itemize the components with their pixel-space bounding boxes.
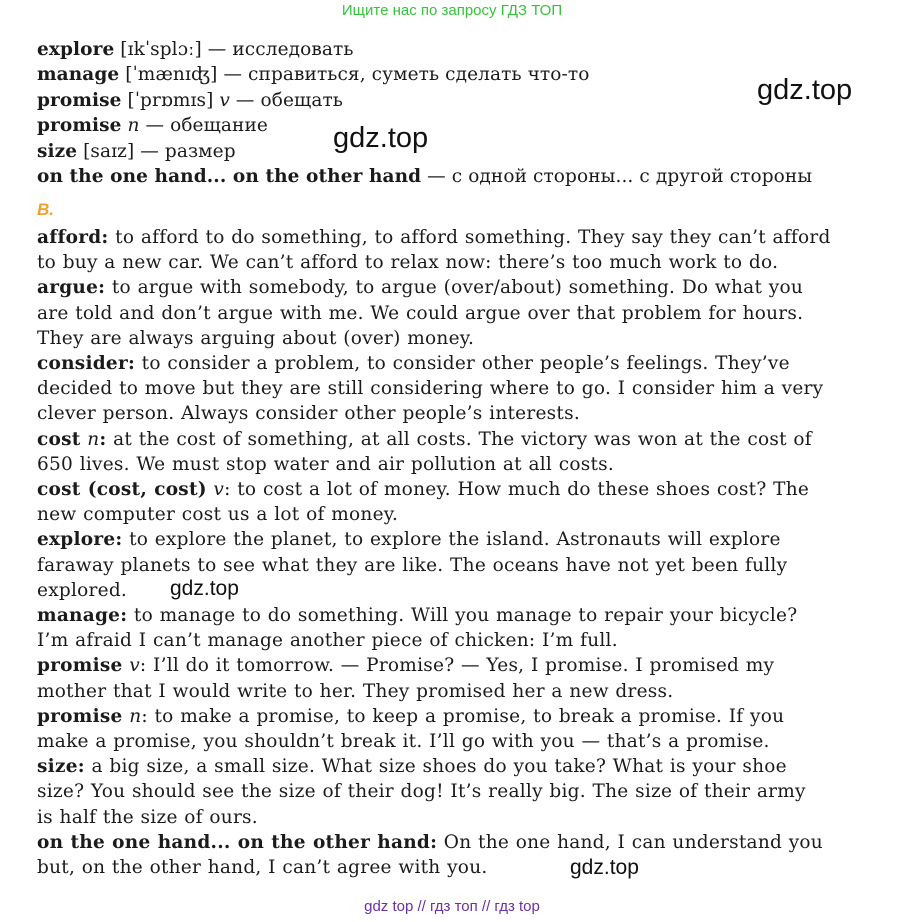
- text-line: [37, 855, 881, 880]
- text-run: to buy a new car. We can’t afford to relax now: there’s too much work to do.: [37, 252, 779, 274]
- text-run: new computer cost us a lot of money.: [37, 504, 399, 526]
- text-line: [37, 527, 881, 552]
- text-run: is half the size of ours.: [37, 806, 258, 828]
- text-line: [37, 401, 881, 426]
- text-line: [37, 477, 881, 502]
- text-line: [37, 830, 881, 855]
- text-run: faraway planets to see what they are like. The oceans have not yet been fully: [37, 554, 788, 576]
- watermark: gdz.top: [570, 856, 639, 879]
- text-run: size? You should see the size of their dog! It’s really big. The size of their army: [37, 781, 806, 803]
- text-run: make a promise, you shouldn’t break it. I’ll go with you — that’s a promise.: [37, 731, 770, 753]
- part-of-speech: n: [87, 428, 100, 450]
- bottom-banner: gdz top // гдз топ // гдз top: [364, 898, 540, 915]
- vocabulary-list: [37, 37, 897, 189]
- text-run: [ɪkˈsplɔː] — исследовать: [114, 39, 354, 60]
- text-line: [37, 704, 881, 729]
- text-run: — обещать: [229, 89, 343, 111]
- text-line: [37, 578, 881, 603]
- text-run: 650 lives. We must stop water and air pollution at all costs.: [37, 453, 615, 475]
- text-run: : to cost a lot of money. How much do these shoes cost? The: [224, 479, 810, 501]
- watermark: gdz.top: [333, 122, 429, 154]
- text-line: [37, 628, 881, 653]
- text-run: decided to move but they are still considering where to go. I consider him a very: [37, 378, 824, 400]
- watermark: gdz.top: [757, 74, 853, 106]
- text-line: [37, 502, 881, 527]
- headword: manage: [37, 64, 120, 86]
- headword: consider:: [37, 353, 136, 375]
- headword: on the one hand... on the other hand:: [37, 831, 438, 853]
- text-run: are told and don’t argue with me. We could argue over that problem for hours.: [37, 302, 804, 324]
- headword: argue:: [37, 277, 106, 299]
- text-line: [37, 754, 881, 779]
- part-of-speech: n: [127, 115, 140, 137]
- headword: promise: [37, 115, 122, 137]
- section-label: B.: [37, 200, 54, 219]
- part-of-speech: v: [129, 655, 140, 677]
- part-of-speech: n: [129, 705, 142, 727]
- headword: afford:: [37, 227, 109, 248]
- text-line: [37, 275, 881, 300]
- part-of-speech: v: [213, 479, 225, 501]
- text-run: They are always arguing about (over) money.: [37, 327, 475, 349]
- text-line: [37, 452, 881, 477]
- text-line: [37, 603, 881, 628]
- text-run: — обещание: [139, 115, 268, 137]
- text-run: — с одной стороны... с другой стороны: [421, 166, 813, 188]
- text-line: [37, 351, 881, 376]
- headword: promise: [37, 89, 122, 111]
- text-run: [ˈprɒmɪs]: [121, 89, 220, 111]
- text-line: [37, 805, 881, 830]
- text-run: to explore the planet, to explore the island. Astronauts will explore: [122, 529, 781, 551]
- text-run: to manage to do something. Will you manage to repair your bicycle?: [127, 605, 798, 627]
- text-run: [ˈmænɪʤ] — справиться, суметь сделать что-то: [119, 64, 590, 86]
- text-line: [37, 553, 881, 578]
- vocab-line: [37, 139, 897, 164]
- headword: cost: [37, 428, 81, 450]
- examples-text: [37, 225, 881, 880]
- headword: :: [99, 428, 107, 450]
- text-line: [37, 376, 881, 401]
- text-run: : to make a promise, to keep a promise, to break a promise. If you: [141, 705, 785, 727]
- headword: explore:: [37, 529, 123, 551]
- vocab-line: [37, 113, 897, 138]
- text-line: [37, 225, 881, 250]
- vocab-line: [37, 37, 897, 62]
- text-run: clever person. Always consider other people’s interests.: [37, 403, 580, 425]
- text-line: [37, 427, 881, 452]
- text-line: [37, 326, 881, 351]
- headword: manage:: [37, 605, 128, 627]
- headword: on the one hand... on the other hand: [37, 166, 422, 188]
- text-run: : I’ll do it tomorrow. — Promise? — Yes, I promise. I promised my: [139, 655, 775, 677]
- headword: size: [37, 140, 78, 162]
- vocab-line: [37, 164, 897, 189]
- text-run: On the one hand, I can understand you: [437, 831, 823, 853]
- headword: cost (cost, cost): [37, 479, 207, 501]
- text-line: [37, 301, 881, 326]
- text-line: [37, 729, 881, 754]
- text-run: but, on the other hand, I can’t agree with you.: [37, 857, 488, 879]
- text-line: [37, 250, 881, 275]
- top-banner: Ищите нас по запросу ГДЗ ТОП: [341, 2, 563, 19]
- text-run: [saɪz] — размер: [77, 140, 236, 162]
- text-run: mother that I would write to her. They promised her a new dress.: [37, 680, 674, 702]
- headword: size:: [37, 756, 85, 778]
- text-run: to argue with somebody, to argue (over/about) something. Do what you: [105, 277, 804, 299]
- part-of-speech: v: [219, 89, 230, 111]
- headword: promise: [37, 655, 123, 677]
- text-run: to afford to do something, to afford something. They say they can’t afford: [108, 227, 831, 248]
- text-run: I’m afraid I can’t manage another piece of chicken: I’m full.: [37, 630, 618, 652]
- text-line: [37, 679, 881, 704]
- text-run: a big size, a small size. What size shoes do you take? What is your shoe: [84, 756, 787, 778]
- watermark: gdz.top: [170, 577, 239, 600]
- text-run: explored.: [37, 579, 128, 601]
- headword: promise: [37, 705, 123, 727]
- text-run: to consider a problem, to consider other people’s feelings. They’ve: [135, 353, 790, 375]
- headword: explore: [37, 39, 115, 60]
- text-line: [37, 653, 881, 678]
- text-run: at the cost of something, at all costs. The victory was won at the cost of: [106, 428, 812, 450]
- text-line: [37, 779, 881, 804]
